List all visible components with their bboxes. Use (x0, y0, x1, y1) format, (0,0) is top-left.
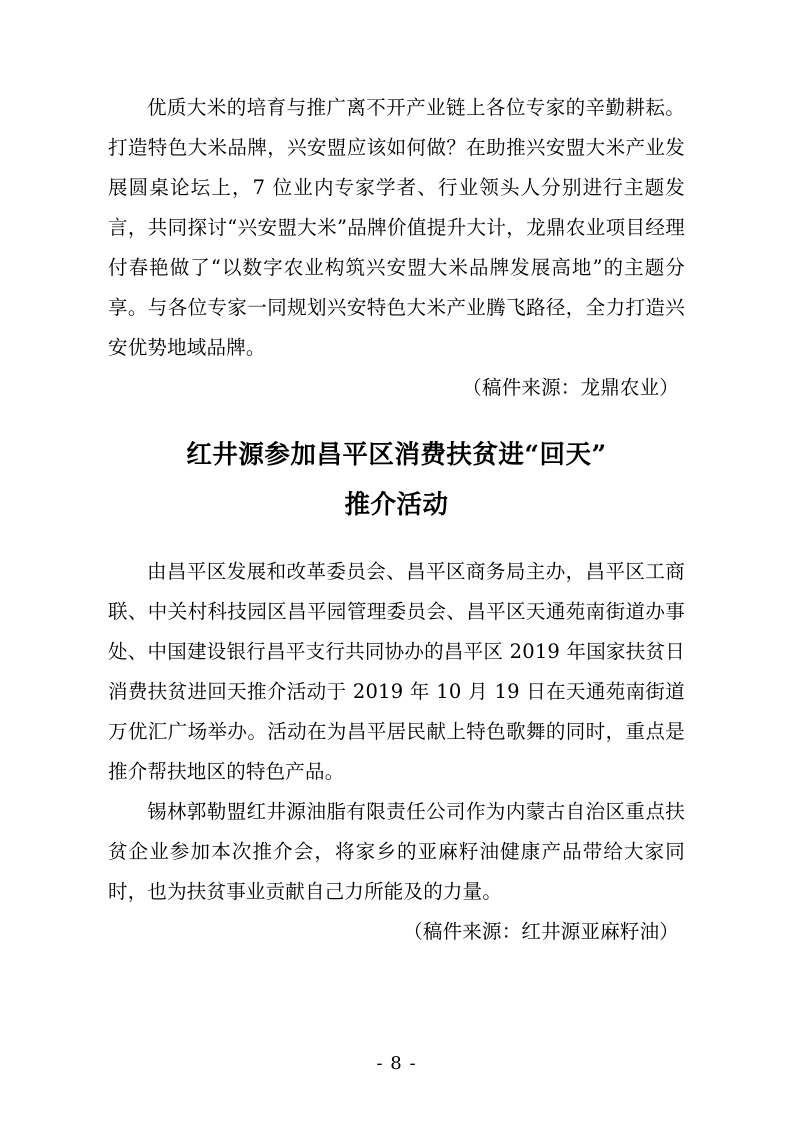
paragraph-rice-experts: 优质大米的培育与推广离不开产业链上各位专家的辛勤耕耘。打造特色大米品牌，兴安盟应该如何做？在助推兴安盟大米产业发展圆桌论坛上，7 位业内专家学者、行业领头人分别进行主题发言，共同探讨“兴安盟大米”品牌价值提升大计，龙鼎农业项目经理付春艳做了“以数字农业构筑兴安盟大米品牌发展高地”的主题分享。与各位专家一同规划兴安特色大米产业腾飞路径，全力打造兴安优势地域品牌。 (108, 96, 685, 359)
section-heading-line-2: 推介活动 (344, 490, 449, 520)
spacer (108, 536, 685, 552)
section-heading (108, 430, 685, 530)
spacer (108, 408, 685, 416)
source-line-hongjingyuan: （稿件来源：红井源亚麻籽油） (403, 920, 679, 943)
paragraph-hongjingyuan-company: 锡林郭勒盟红井源油脂有限责任公司作为内蒙古自治区重点扶贫企业参加本次推介会，将家乡的亚麻籽油健康产品带给大家同时，也为扶贫事业贡献自己力所能及的力量。 (108, 800, 685, 903)
section-heading-line-1: 红井源参加昌平区消费扶贫进“回天” (186, 440, 607, 470)
paragraph-changping-event: 由昌平区发展和改革委员会、昌平区商务局主办，昌平区工商联、中关村科技园区昌平园管理委员会、昌平区天通苑南街道办事处、中国建设银行昌平支行共同协办的昌平区 2019 年国家扶贫日消费扶贫进回天推介活动于 2019 年 10 月 19 日在天通苑南街道万优汇广场举办。活动在为昌平居民献上特色歌舞的同时，重点是推介帮扶地区的特色产品。 (108, 560, 685, 783)
source-line-longding: （稿件来源：龙鼎农业） (462, 376, 679, 399)
page-number: - 8 - (376, 1053, 417, 1074)
